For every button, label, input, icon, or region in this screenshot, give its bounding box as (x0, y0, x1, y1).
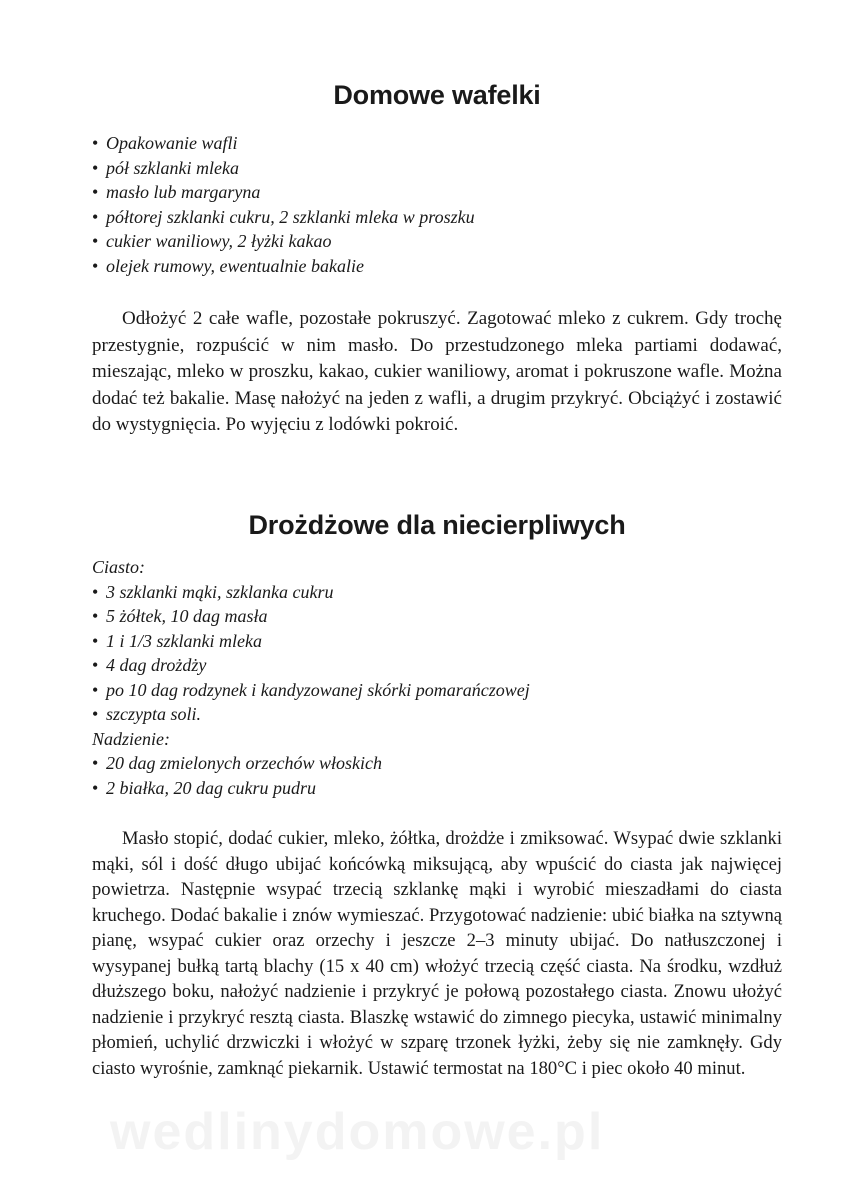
ingredient-item: • 20 dag zmielonych orzechów włoskich (92, 751, 782, 776)
ingredient-item: • szczypta soli. (92, 702, 782, 727)
recipe-title: Drożdżowe dla niecierpliwych (248, 510, 626, 540)
ingredient-item: • cukier waniliowy, 2 łyżki kakao (92, 229, 782, 254)
ingredient-item: • 4 dag drożdży (92, 653, 782, 678)
ingredient-item: • po 10 dag rodzynek i kandyzowanej skórki pomarańczowej (92, 678, 782, 703)
recipe-title: Domowe wafelki (333, 80, 541, 110)
recipe-instructions: Masło stopić, dodać cukier, mleko, żółtka, drożdże i zmiksować. Wsypać dwie szklanki mąki, sól i dość długo ubijać końcówką miksującą, aby wpuścić do ciasta jak najwięcej powietrza. Następnie wsypać trzecią szklankę mąki i wyrobić mieszadłami do ciasta kruchego. Dodać bakalie i znów wymieszać. Przygotować nadzienie: ubić białka na sztywną pianę, wsypać cukier oraz orzechy i jeszcze 2–3 minuty ubijać. Do natłuszczonej i wysypanej bułką tartą blachy (15 x 40 cm) włożyć trzecią część ciasta. Na środku, wzdłuż dłuższego boku, nałożyć nadzienie i przykryć je połową pozostałego ciasta. Znowu ułożyć nadzienie i przykryć resztą ciasta. Blaszkę wstawić do zimnego piecyka, ustawić minimalny płomień, uchylić drzwiczki i włożyć w szparę trzonek łyżki, żeby się nie zamknęły. Gdy ciasto wyrośnie, zamknąć piekarnik. Ustawić termostat na 180°C i piec około 40 minut. (92, 828, 782, 1079)
ingredient-item: • 1 i 1/3 szklanki mleka (92, 629, 782, 654)
bullet-icon: • (92, 777, 99, 798)
bullet-icon: • (92, 182, 99, 202)
ingredient-item: • półtorej szklanki cukru, 2 szklanki mleka w proszku (92, 205, 782, 230)
ingredient-item: • 3 szklanki mąki, szklanka cukru (92, 580, 782, 605)
filling-label: Nadzienie: (92, 728, 170, 749)
bullet-icon: • (92, 133, 99, 153)
recipe-drozdzowe (92, 510, 782, 1081)
bullet-icon: • (92, 157, 99, 178)
ingredient-item: • pół szklanki mleka (92, 156, 782, 181)
recipe-instructions: Odłożyć 2 całe wafle, pozostałe pokruszyć. Zagotować mleko z cukrem. Gdy trochę przestygnie, rozpuścić w nim masło. Do przestudzonego mleka partiami dodawać, mieszając, mleko w proszku, kakao, cukier waniliowy, aromat i pokruszone wafle. Można dodać też bakalie. Masę nałożyć na jeden z wafli, a drugim przykryć. Obciążyć i zostawić do wystygnięcia. Po wyjęciu z lodówki pokroić. (92, 308, 782, 436)
bullet-icon: • (92, 581, 99, 602)
bullet-icon: • (92, 753, 99, 773)
ingredient-item: • 2 białka, 20 dag cukru pudru (92, 776, 782, 801)
ingredient-item: • Opakowanie wafli (92, 131, 782, 156)
dough-ingredient-list (92, 580, 782, 727)
bullet-icon: • (92, 655, 99, 675)
ingredient-item: • masło lub margaryna (92, 180, 782, 205)
dough-label: Ciasto: (92, 557, 146, 577)
bullet-icon: • (92, 231, 99, 251)
bullet-icon: • (92, 206, 99, 227)
bullet-icon: • (92, 630, 99, 651)
bullet-icon: • (92, 679, 99, 700)
ingredient-item: • olejek rumowy, ewentualnie bakalie (92, 254, 782, 279)
ingredient-list (92, 131, 782, 278)
bullet-icon: • (92, 704, 99, 724)
filling-ingredient-list (92, 751, 782, 800)
watermark: wedlinydomowe.pl (110, 1103, 605, 1161)
bullet-icon: • (92, 255, 99, 276)
bullet-icon: • (92, 606, 99, 626)
recipe-domowe-wafelki (92, 80, 782, 439)
ingredient-item: • 5 żółtek, 10 dag masła (92, 604, 782, 629)
